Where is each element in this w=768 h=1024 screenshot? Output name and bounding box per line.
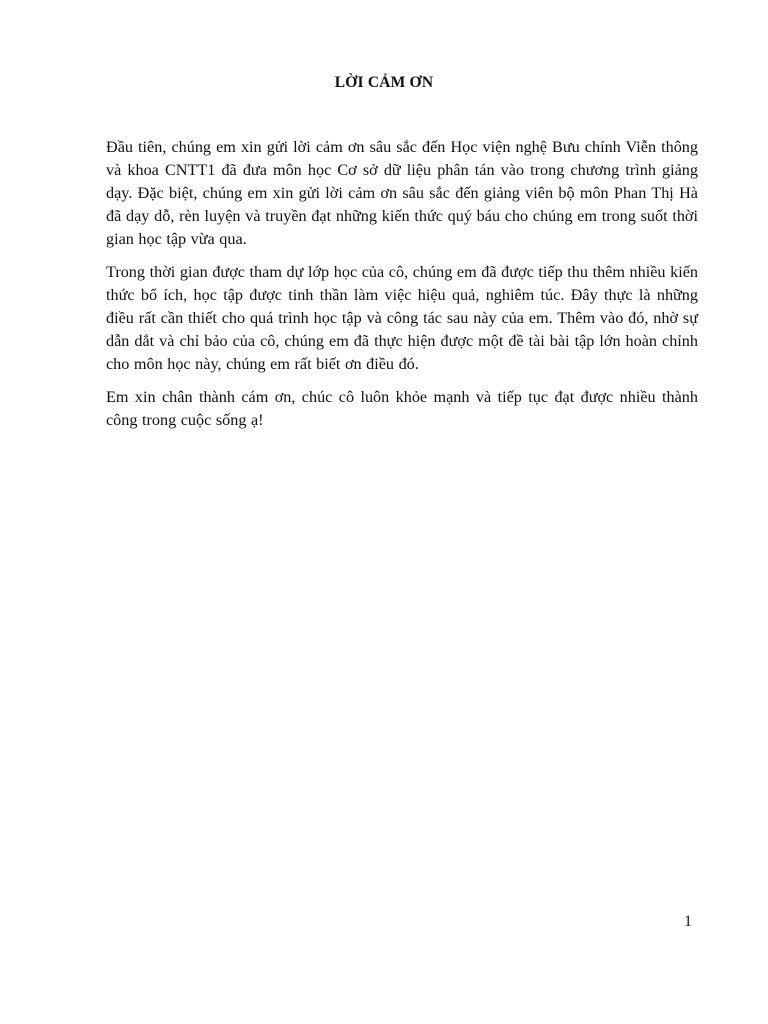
paragraph-1: Đầu tiên, chúng em xin gửi lời cảm ơn sâu sắc đến Học viện nghệ Bưu chính Viễn thông và khoa CNTT1 đã đưa môn học Cơ sở dữ liệu phân tán vào trong chương trình giảng dạy. Đặc biệt, chúng em xin gửi lời cảm ơn sâu sắc đến giảng viên bộ môn Phan Thị Hà đã dạy dỗ, rèn luyện và truyền đạt những kiến thức quý báu cho chúng em trong suốt thời gian học tập vừa qua.: [106, 138, 698, 248]
document-body: [106, 136, 698, 442]
page-title: LỜI CẢM ƠN: [334, 74, 434, 91]
page-number: 1: [684, 913, 692, 930]
paragraph-3: Em xin chân thành cám ơn, chúc cô luôn khỏe mạnh và tiếp tục đạt được nhiều thành công trong cuộc sống ạ!: [106, 388, 698, 429]
paragraph-2: Trong thời gian được tham dự lớp học của cô, chúng em đã được tiếp thu thêm nhiều kiến thức bổ ích, học tập được tinh thần làm việc hiệu quả, nghiêm túc. Đây thực là những điều rất cần thiết cho quá trình học tập và công tác sau này của em. Thêm vào đó, nhờ sự dẫn dắt và chỉ bảo của cô, chúng em đã thực hiện được một đề tài bài tập lớn hoàn chỉnh cho môn học này, chúng em rất biết ơn điều đó.: [106, 263, 698, 373]
